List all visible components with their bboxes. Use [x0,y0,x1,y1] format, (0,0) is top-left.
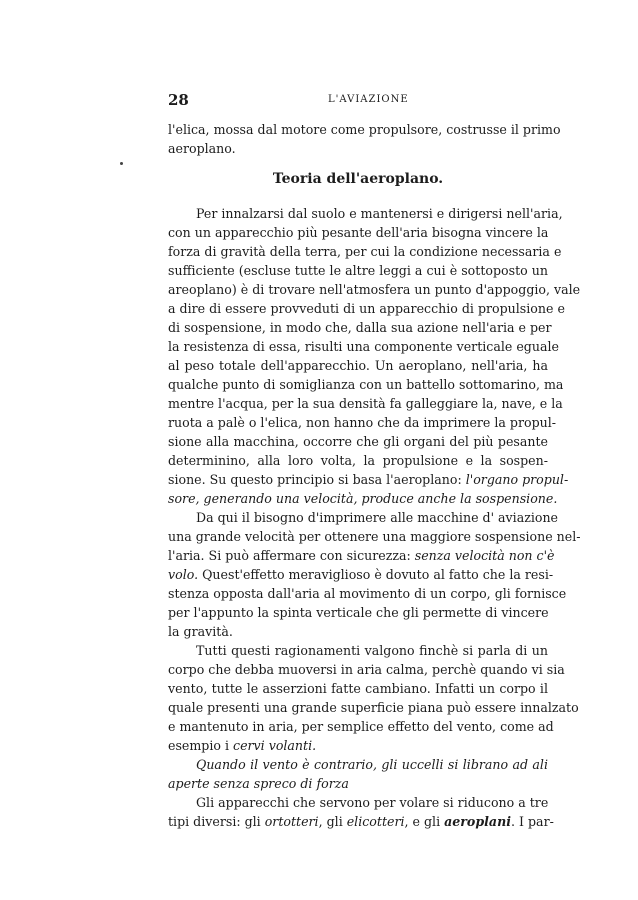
text-run: Quest'effetto meraviglioso è dovuto al fatto che la resi- [198,567,554,582]
paragraph-line: determinino, alla loro volta, la propulsione e la sospen- [168,453,548,468]
section-title: Teoria dell'aeroplano. [272,171,444,187]
paragraph-line: quale presenti una grande superficie piana può essere innalzato [168,700,579,715]
paragraph-line: una grande velocità per ottenere una maggiore sospensione nel- [168,529,581,544]
intro-line: aeroplano. [168,141,236,156]
paragraph-line [168,470,569,489]
paragraph-line [168,812,554,831]
text-run: , gli [318,814,347,829]
paragraph-line: e mantenuto in aria, per semplice effetto del vento, come ad [168,719,554,734]
paragraph-line [168,736,548,755]
paper-speck [120,162,123,165]
paragraph-line: ruota a palè o l'elica, non hanno che da imprimere la propul- [168,415,557,430]
text-run: . I par- [511,814,554,829]
paragraph-line: Per innalzarsi dal suolo e mantenersi e dirigersi nell'aria, [196,206,563,221]
quote-line: aperte senza spreco di forza [168,776,349,791]
italic-text: elicotteri [346,814,405,829]
paragraph-line [168,565,554,584]
text-run: tipi diversi: gli [168,814,265,829]
italic-text: senza velocità non c'è [414,548,555,563]
paragraph-line: con un apparecchio più pesante dell'aria bisogna vincere la [168,225,549,240]
paragraph-line: la gravità. [168,624,233,639]
paragraph-line: corpo che debba muoversi in aria calma, perchè quando vi sia [168,662,565,677]
paragraph-line: Gli apparecchi che servono per volare si riducono a tre [196,795,549,810]
quote-line: Quando il vento è contrario, gli uccelli si librano ad ali [196,757,548,772]
paragraph-line: Tutti questi ragionamenti valgono finchè si parla di un [196,643,548,658]
italic-text: l'organo propul- [465,472,569,487]
text-run: l'aria. Si può affermare con sicurezza: [168,548,415,563]
body-text [168,120,581,831]
paragraph-line [168,546,555,565]
italic-text: volo. [168,567,199,582]
bold-italic-text: aeroplani [444,814,512,829]
paragraph-line: stenza opposta dall'aria al movimento di un corpo, gli fornisce [168,586,567,601]
page-number: 28 [168,91,189,109]
text-run: , e gli [404,814,445,829]
paragraph-line: la resistenza di essa, risulti una componente verticale eguale [168,339,559,354]
paragraph-line: a dire di essere provveduti di un apparecchio di propulsione e [168,301,565,316]
paragraph-line: qualche punto di somiglianza con un battello sottomarino, ma [168,377,564,392]
paragraph-line: sufficiente (escluse tutte le altre leggi a cui è sottoposto un [168,263,548,278]
running-head: L'AVIAZIONE [328,94,409,105]
paragraph-line: sore, generando una velocità, produce anche la sospensione. [168,491,558,506]
paragraph-line: per l'appunto la spinta verticale che gli permette di vincere [168,605,549,620]
paragraph-line: areoplano) è di trovare nell'atmosfera un punto d'appoggio, vale [168,282,581,297]
paragraph-line: Da qui il bisogno d'imprimere alle macchine d' aviazione [196,510,559,525]
paragraph-line: vento, tutte le asserzioni fatte cambiano. Infatti un corpo il [168,681,548,696]
text-run: sione. Su questo principio si basa l'aeroplano: [168,472,466,487]
paragraph-line: mentre l'acqua, per la sua densità fa galleggiare la, nave, e la [168,396,563,411]
italic-text: ortotteri [264,814,319,829]
paragraph-line: forza di gravità della terra, per cui la condizione necessaria e [168,244,562,259]
paragraph-line: al peso totale dell'apparecchio. Un aeroplano, nell'aria, ha [168,358,548,373]
intro-line: l'elica, mossa dal motore come propulsore, costrusse il primo [168,122,561,137]
text-run: esempio i [168,738,234,753]
paragraph-line: di sospensione, in modo che, dalla sua azione nell'aria e per [168,320,552,335]
page-header [168,91,548,109]
paragraph-line: sione alla macchina, occorre che gli organi del più pesante [168,434,548,449]
italic-text: cervi volanti. [233,738,317,753]
